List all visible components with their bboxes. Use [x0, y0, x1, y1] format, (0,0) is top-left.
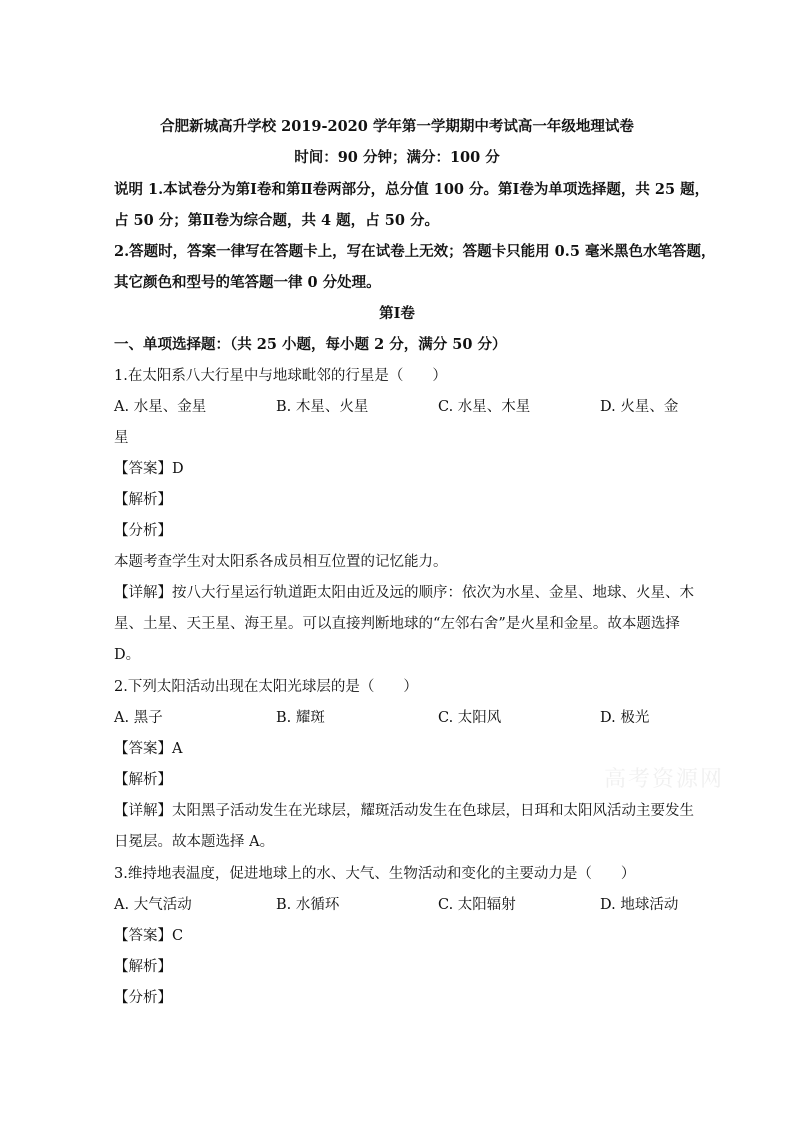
question-2-option-b: B. 耀斑 [276, 710, 325, 726]
question-1-option-c: C. 水星、木星 [438, 399, 531, 415]
instruction-line-1: 说明 1.本试卷分为第Ⅰ卷和第Ⅱ卷两部分，总分值 100 分。第Ⅰ卷为单项选择题，共 25 题， [114, 181, 710, 198]
question-2-stem: 2.下列太阳活动出现在太阳光球层的是（ ） [114, 679, 418, 695]
question-2-option-c: C. 太阳风 [438, 710, 502, 726]
section-heading: 一、单项选择题：（共 25 小题，每小题 2 分，满分 50 分） [114, 336, 507, 353]
watermark: 高考资源网 [604, 767, 725, 792]
question-1-detail-2: 星、土星、天王星、海王星。可以直接判断地球的“左邻右舍”是火星和金星。故本题选择 [114, 616, 680, 632]
question-2-option-d: D. 极光 [600, 710, 650, 726]
question-1-option-b: B. 木星、火星 [276, 399, 369, 415]
question-2-detail-2: 日冕层。故本题选择 A。 [114, 834, 275, 850]
question-2-answer: 【答案】A [114, 741, 183, 757]
question-2-detail-1: 【详解】太阳黑子活动发生在光球层，耀斑活动发生在色球层，日珥和太阳风活动主要发生 [114, 803, 694, 819]
question-3-option-d: D. 地球活动 [600, 897, 679, 913]
question-1-option-d-wrap: 星 [114, 430, 129, 446]
question-3-option-b: B. 水循环 [276, 897, 340, 913]
question-3-fenxi-label: 【分析】 [114, 990, 172, 1006]
question-1-stem: 1.在太阳系八大行星中与地球毗邻的行星是（ ） [114, 368, 447, 384]
exam-title: 合肥新城高升学校 2019-2020 学年第一学期期中考试高一年级地理试卷 [160, 118, 634, 135]
exam-time-score: 时间：90 分钟；满分：100 分 [294, 149, 500, 166]
question-3-analysis-label: 【解析】 [114, 959, 172, 975]
question-1-option-d: D. 火星、金 [600, 399, 679, 415]
question-1-detail-3: D。 [114, 647, 141, 663]
question-2-option-a: A. 黑子 [114, 710, 163, 726]
instruction-line-2: 占 50 分；第Ⅱ卷为综合题，共 4 题，占 50 分。 [114, 212, 439, 229]
question-1-fenxi-label: 【分析】 [114, 523, 172, 539]
instruction-line-4: 其它颜色和型号的笔答题一律 0 分处理。 [114, 274, 381, 291]
question-1-fenxi-text: 本题考查学生对太阳系各成员相互位置的记忆能力。 [114, 554, 448, 570]
question-1-option-a: A. 水星、金星 [114, 399, 207, 415]
question-1-detail-1: 【详解】按八大行星运行轨道距太阳由近及远的顺序：依次为水星、金星、地球、火星、木 [114, 585, 694, 601]
question-3-stem: 3.维持地表温度，促进地球上的水、大气、生物活动和变化的主要动力是（ ） [114, 866, 636, 882]
question-2-analysis-label: 【解析】 [114, 772, 172, 788]
instruction-line-3: 2.答题时，答案一律写在答题卡上，写在试卷上无效；答题卡只能用 0.5 毫米黑色水笔答题， [114, 243, 716, 260]
question-1-analysis-label: 【解析】 [114, 492, 172, 508]
question-1-answer: 【答案】D [114, 461, 184, 477]
question-3-answer: 【答案】C [114, 928, 184, 944]
volume-heading: 第Ⅰ卷 [379, 305, 415, 322]
question-3-option-c: C. 太阳辐射 [438, 897, 516, 913]
question-3-option-a: A. 大气活动 [114, 897, 192, 913]
